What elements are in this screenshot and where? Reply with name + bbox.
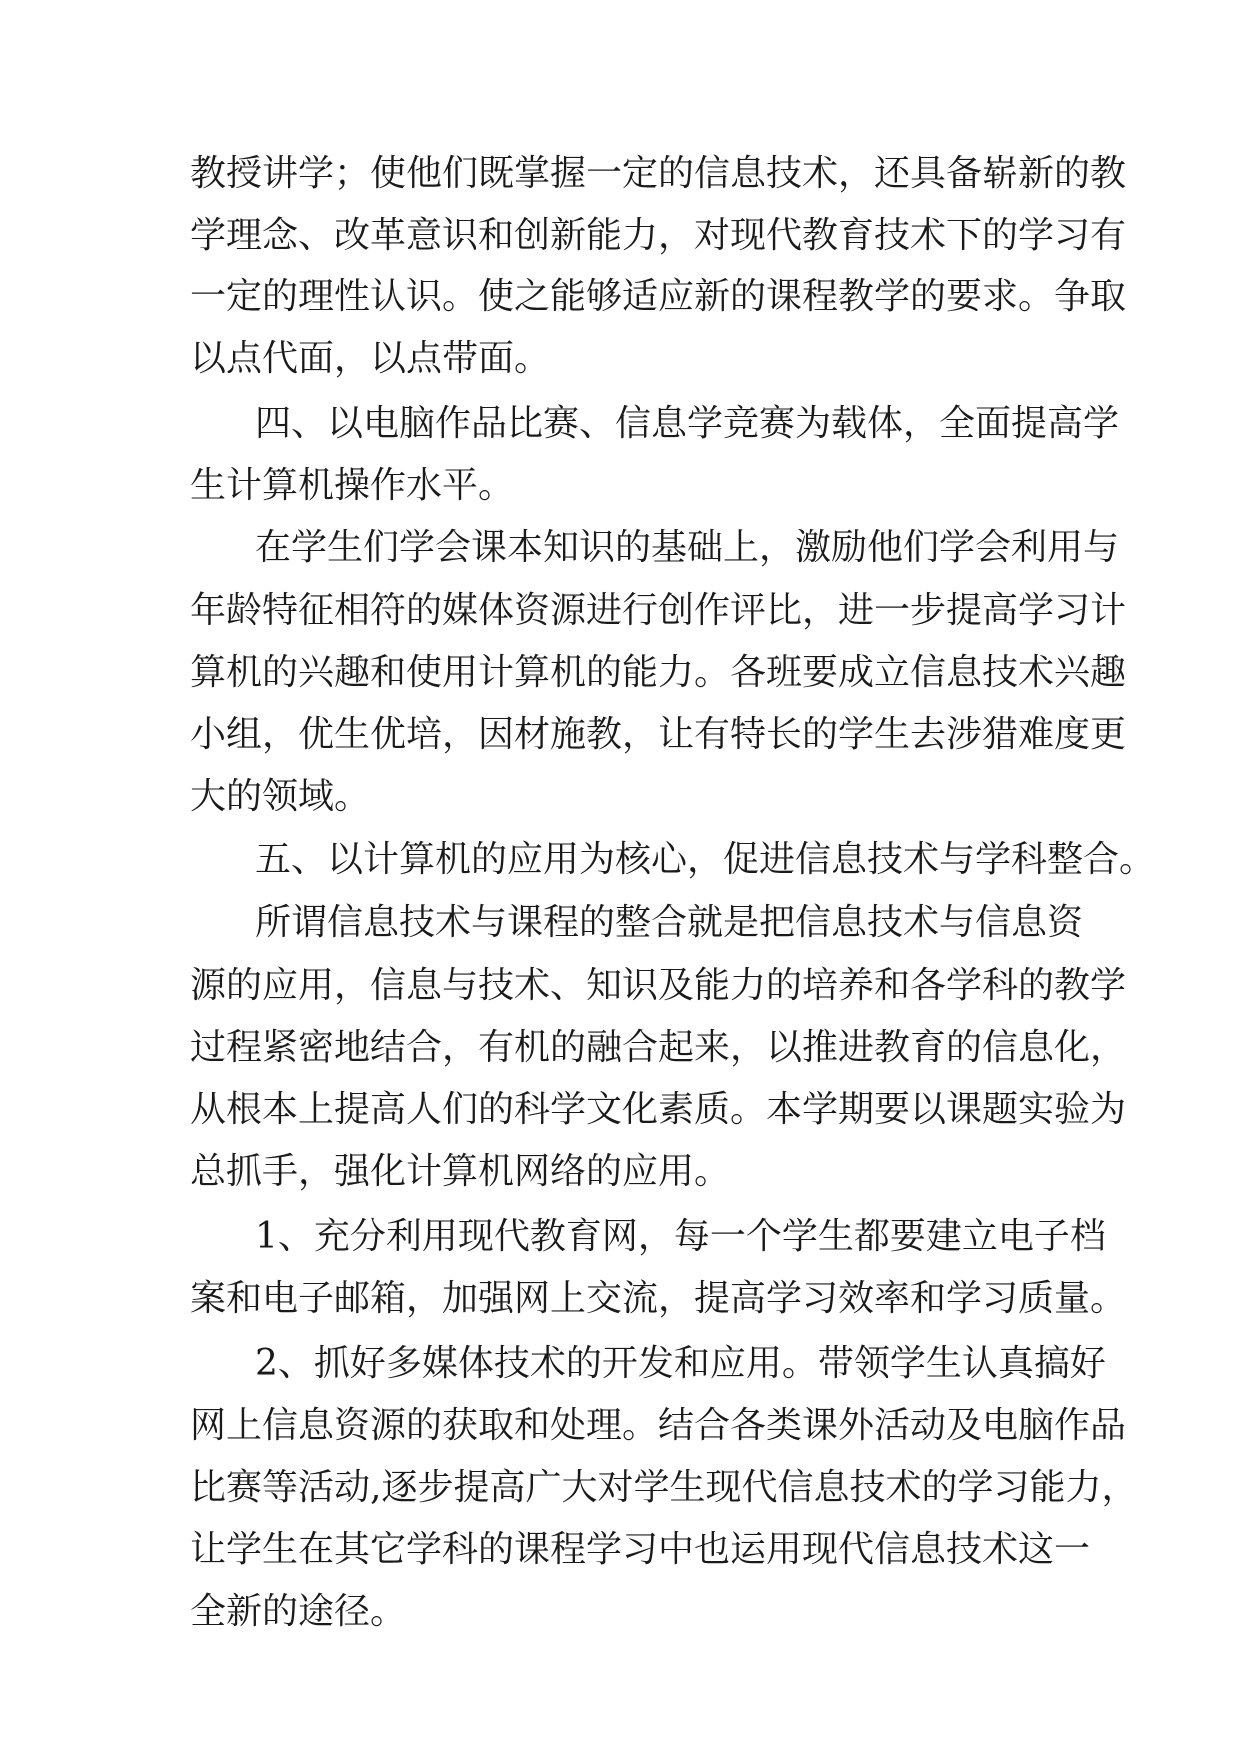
list-item: 2、抓好多媒体技术的开发和应用。带领学生认真搞好 [255, 1343, 1106, 1384]
text-line: 学理念、改革意识和创新能力，对现代教育技术下的学习有 [190, 215, 1127, 256]
text-line: 过程紧密地结合，有机的融合起来，以推进教育的信息化， [190, 1027, 1127, 1068]
text-line: 网上信息资源的获取和处理。结合各类课外活动及电脑作品 [190, 1405, 1127, 1446]
text-line: 教授讲学；使他们既掌握一定的信息技术，还具备崭新的教 [190, 153, 1127, 194]
text-line: 源的应用，信息与技术、知识及能力的培养和各学科的教学 [190, 965, 1127, 1006]
text-line: 一定的理性认识。使之能够适应新的课程教学的要求。争取 [190, 276, 1127, 317]
text-line: 以点代面，以点带面。 [190, 338, 551, 379]
text-line: 小组，优生优培，因材施教，让有特长的学生去涉猎难度更 [190, 714, 1127, 755]
section-heading: 五、以计算机的应用为核心，促进信息技术与学科整合。 [255, 839, 1156, 880]
text-line: 年龄特征相符的媒体资源进行创作评比，进一步提高学习计 [190, 590, 1127, 631]
text-line: 算机的兴趣和使用计算机的能力。各班要成立信息技术兴趣 [190, 652, 1127, 693]
text-line: 从根本上提高人们的科学文化素质。本学期要以课题实验为 [190, 1089, 1127, 1130]
text-line: 在学生们学会课本知识的基础上，激励他们学会利用与 [255, 527, 1120, 568]
text-line: 所谓信息技术与课程的整合就是把信息技术与信息资 [255, 902, 1084, 943]
text-line: 总抓手，强化计算机网络的应用。 [190, 1151, 731, 1192]
text-line: 全新的途径。 [190, 1591, 407, 1632]
text-line: 大的领域。 [190, 776, 371, 817]
text-line: 让学生在其它学科的课程学习中也运用现代信息技术这一 [190, 1529, 1091, 1570]
text-line: 案和电子邮箱，加强网上交流，提高学习效率和学习质量。 [190, 1278, 1127, 1319]
text-line: 比赛等活动,逐步提高广大对学生现代信息技术的学习能力， [190, 1467, 1138, 1508]
section-heading: 生计算机操作水平。 [190, 465, 515, 506]
list-item: 1、充分利用现代教育网，每一个学生都要建立电子档 [255, 1216, 1106, 1257]
section-heading: 四、以电脑作品比赛、信息学竞赛为载体，全面提高学 [255, 403, 1120, 444]
